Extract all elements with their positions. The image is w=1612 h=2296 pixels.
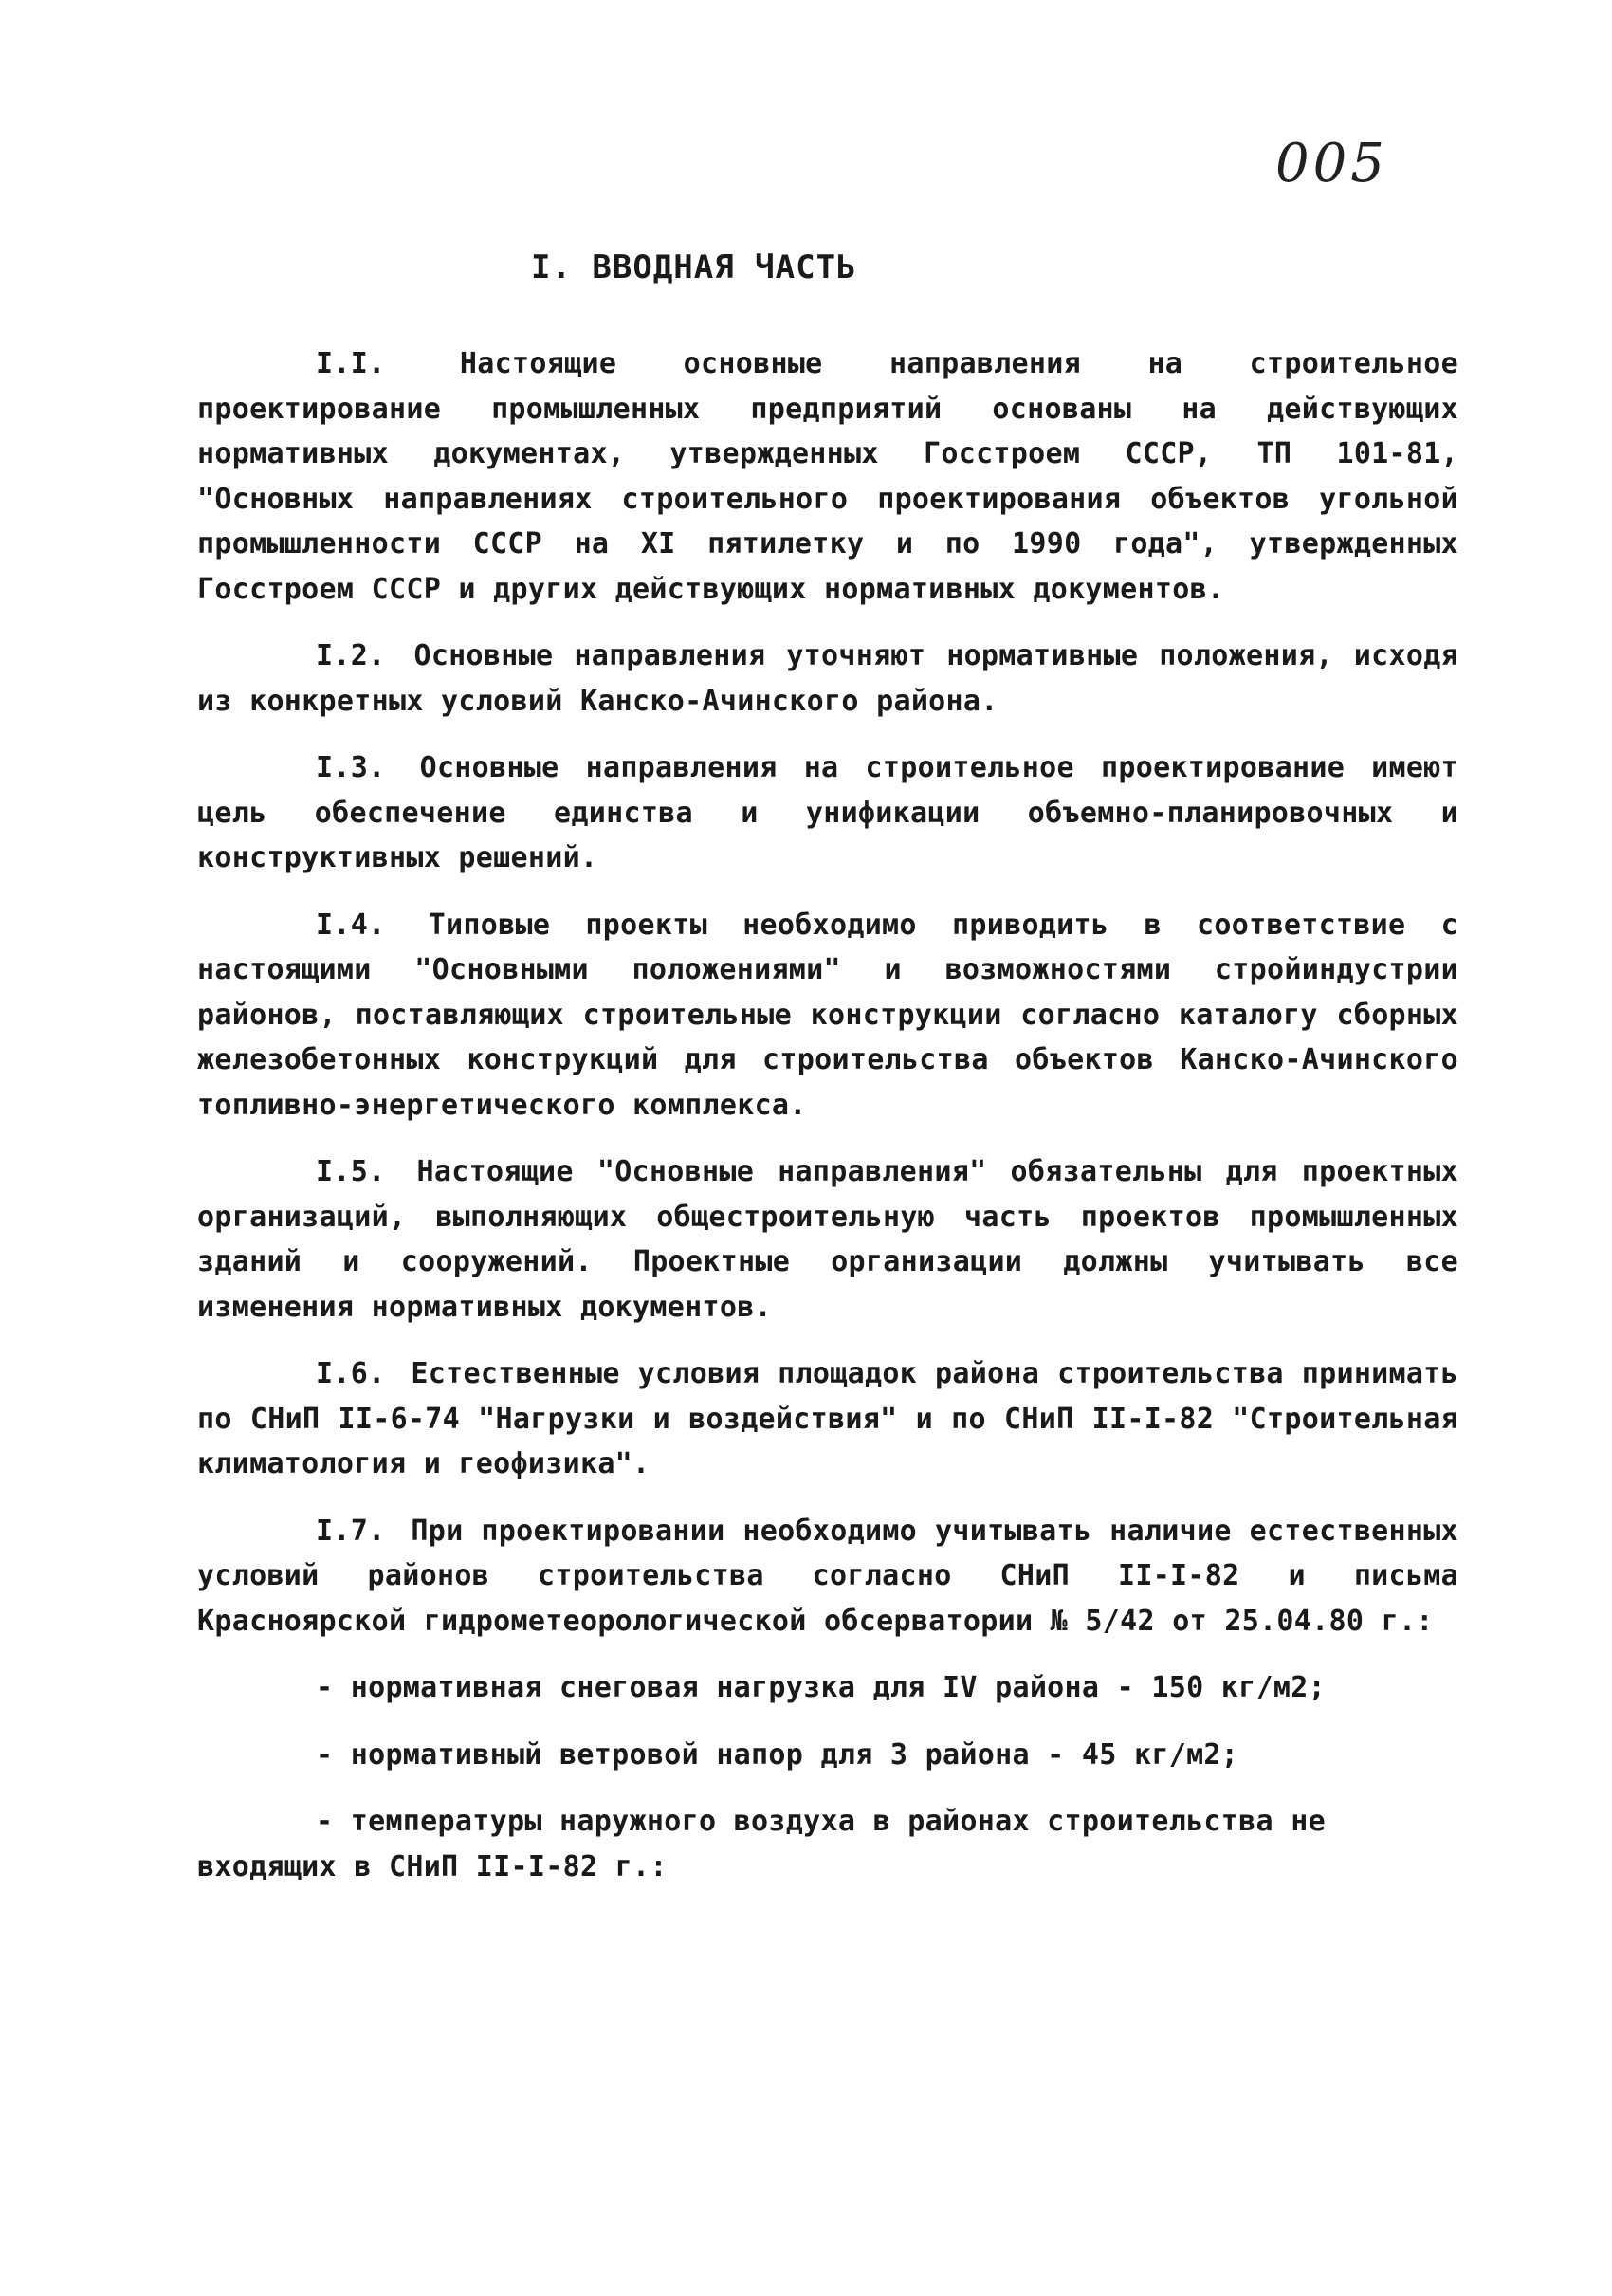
bullet-snow-load: - нормативная снеговая нагрузка для IV района - 150 кг/м2;	[316, 1671, 1326, 1704]
paragraph-1-3	[197, 745, 1458, 881]
paragraph-number: I.3.	[316, 751, 386, 784]
paragraph-1-5	[197, 1149, 1458, 1330]
paragraph-text: Естественные условия площадок района строительства принимать по СНиП II-6-74 "Нагрузки и воздействия" и по СНиП II-I-82 "Строительная климатология и геофизика".	[197, 1357, 1458, 1480]
paragraph-number: I.7.	[316, 1514, 386, 1548]
paragraph-1-7	[197, 1509, 1458, 1644]
paragraph-number: I.2.	[316, 639, 386, 672]
paragraph-text: Основные направления уточняют нормативные положения, исходя из конкретных условий Канско-Ачинского района.	[197, 639, 1458, 718]
section-title: I. ВВОДНАЯ ЧАСТЬ	[531, 248, 857, 286]
paragraph-number: I.5.	[316, 1155, 386, 1188]
paragraph-1-4	[197, 903, 1458, 1129]
paragraph-text: Основные направления на строительное проектирование имеют цель обеспечение единства и унификации объемно-планировочных и конструктивных решений.	[197, 751, 1458, 874]
paragraph-1-1	[197, 341, 1458, 612]
paragraph-1-2	[197, 634, 1458, 724]
paragraph-1-6	[197, 1351, 1458, 1487]
paragraph-number: I.I.	[316, 347, 386, 380]
paragraph-text: Настоящие "Основные направления" обязательны для проектных организаций, выполняющих общестроительную часть проектов промышленных зданий и сооружений. Проектные организации должны учитывать все изменения нормативных документов.	[197, 1155, 1458, 1324]
paragraph-number: I.4.	[316, 908, 386, 942]
page-number: 005	[1275, 133, 1388, 194]
bullet-outdoor-temperatures: - температуры наружного воздуха в районах строительства не входящих в СНиП II-I-82 г.:	[197, 1805, 1326, 1883]
paragraph-text: При проектировании необходимо учитывать наличие естественных условий районов строительства согласно СНиП II-I-82 и письма Красноярской гидрометеорологической обсерватории № 5/42 от 25.04.80 г.:	[197, 1514, 1458, 1638]
paragraph-text: Настоящие основные направления на строительное проектирование промышленных предприятий основаны на действующих нормативных документах, утвержденных Госстроем СССР, ТП 101-81, "Основных направлениях строительного проектирования объектов угольной промышленности СССР на XI пятилетку и по 1990 года", утвержденных Госстроем СССР и других действующих нормативных документов.	[197, 347, 1458, 606]
document-body	[197, 341, 1458, 1911]
paragraph-number: I.6.	[316, 1357, 386, 1390]
bullet-wind-pressure: - нормативный ветровой напор для 3 района - 45 кг/м2;	[316, 1737, 1239, 1772]
paragraph-text: Типовые проекты необходимо приводить в соответствие с настоящими "Основными положениями" и возможностями стройиндустрии районов, поставляющих строительные конструкции согласно каталогу сборных железобетонных конструкций для строительства объектов Канско-Ачинского топливно-энергетического комплекса.	[197, 908, 1458, 1122]
